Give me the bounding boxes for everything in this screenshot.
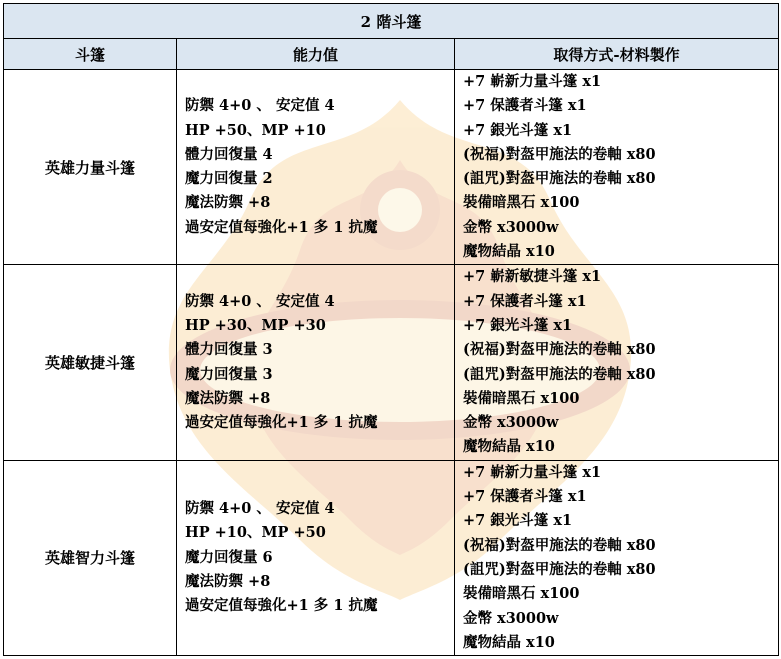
- material-line: +7 銀光斗篷 x1: [463, 316, 573, 334]
- stat-line: 魔力回復量 3: [185, 365, 273, 383]
- stat-line: 防禦 4+0 、 安定值 4: [185, 97, 335, 115]
- stat-line: 過安定值每強化+1 多 1 抗魔: [185, 597, 378, 615]
- cloak-name: 英雄力量斗篷: [4, 70, 177, 265]
- material-line: 魔物結晶 x10: [463, 438, 555, 456]
- header-cloak: 斗篷: [4, 39, 177, 70]
- table-row: [4, 265, 779, 460]
- material-line: +7 保護者斗篷 x1: [463, 292, 587, 310]
- stat-line: 過安定值每強化+1 多 1 抗魔: [185, 414, 378, 432]
- material-line: (詛咒)對盔甲施法的卷軸 x80: [463, 365, 656, 383]
- cloak-name: 英雄敏捷斗篷: [4, 265, 177, 460]
- stat-line: 魔力回復量 2: [185, 170, 273, 188]
- stat-line: 魔法防禦 +8: [185, 389, 271, 407]
- material-line: (詛咒)對盔甲施法的卷軸 x80: [463, 560, 656, 578]
- stat-line: 魔法防禦 +8: [185, 194, 271, 212]
- stat-line: HP +50、MP +10: [185, 121, 326, 139]
- stat-line: 魔力回復量 6: [185, 548, 273, 566]
- cloak-table: [3, 3, 779, 656]
- material-line: 金幣 x3000w: [463, 609, 559, 627]
- material-line: +7 保護者斗篷 x1: [463, 97, 587, 115]
- material-line: 金幣 x3000w: [463, 414, 559, 432]
- materials-cell: [455, 265, 779, 460]
- material-line: 魔物結晶 x10: [463, 633, 555, 651]
- material-line: +7 嶄新力量斗篷 x1: [463, 463, 602, 481]
- stat-line: 魔法防禦 +8: [185, 573, 271, 591]
- header-materials: 取得方式-材料製作: [455, 39, 779, 70]
- stat-line: 防禦 4+0 、 安定值 4: [185, 500, 335, 518]
- header-stats: 能力值: [177, 39, 455, 70]
- material-line: 裝備暗黑石 x100: [463, 194, 580, 212]
- stat-line: HP +10、MP +50: [185, 524, 326, 542]
- stats-cell: [177, 265, 455, 460]
- stat-line: HP +30、MP +30: [185, 316, 326, 334]
- material-line: (祝福)對盔甲施法的卷軸 x80: [463, 145, 656, 163]
- material-line: +7 銀光斗篷 x1: [463, 121, 573, 139]
- material-line: 裝備暗黑石 x100: [463, 389, 580, 407]
- material-line: +7 嶄新力量斗篷 x1: [463, 73, 602, 90]
- material-line: 裝備暗黑石 x100: [463, 585, 580, 603]
- stat-line: 過安定值每強化+1 多 1 抗魔: [185, 218, 378, 236]
- stats-cell: [177, 70, 455, 265]
- table-row: [4, 460, 779, 655]
- material-line: 金幣 x3000w: [463, 218, 559, 236]
- material-line: +7 保護者斗篷 x1: [463, 488, 587, 506]
- table-title: 2 階斗篷: [4, 4, 779, 39]
- material-line: +7 嶄新敏捷斗篷 x1: [463, 268, 602, 286]
- material-line: (詛咒)對盔甲施法的卷軸 x80: [463, 170, 656, 188]
- materials-cell: [455, 460, 779, 655]
- material-line: 魔物結晶 x10: [463, 243, 555, 261]
- stat-line: 體力回復量 3: [185, 341, 273, 359]
- material-line: (祝福)對盔甲施法的卷軸 x80: [463, 341, 656, 359]
- stats-cell: [177, 460, 455, 655]
- stat-line: 體力回復量 4: [185, 145, 273, 163]
- stat-line: 防禦 4+0 、 安定值 4: [185, 292, 335, 310]
- table-row: [4, 70, 779, 265]
- material-line: +7 銀光斗篷 x1: [463, 512, 573, 530]
- material-line: (祝福)對盔甲施法的卷軸 x80: [463, 536, 656, 554]
- cloak-name: 英雄智力斗篷: [4, 460, 177, 655]
- materials-cell: [455, 70, 779, 265]
